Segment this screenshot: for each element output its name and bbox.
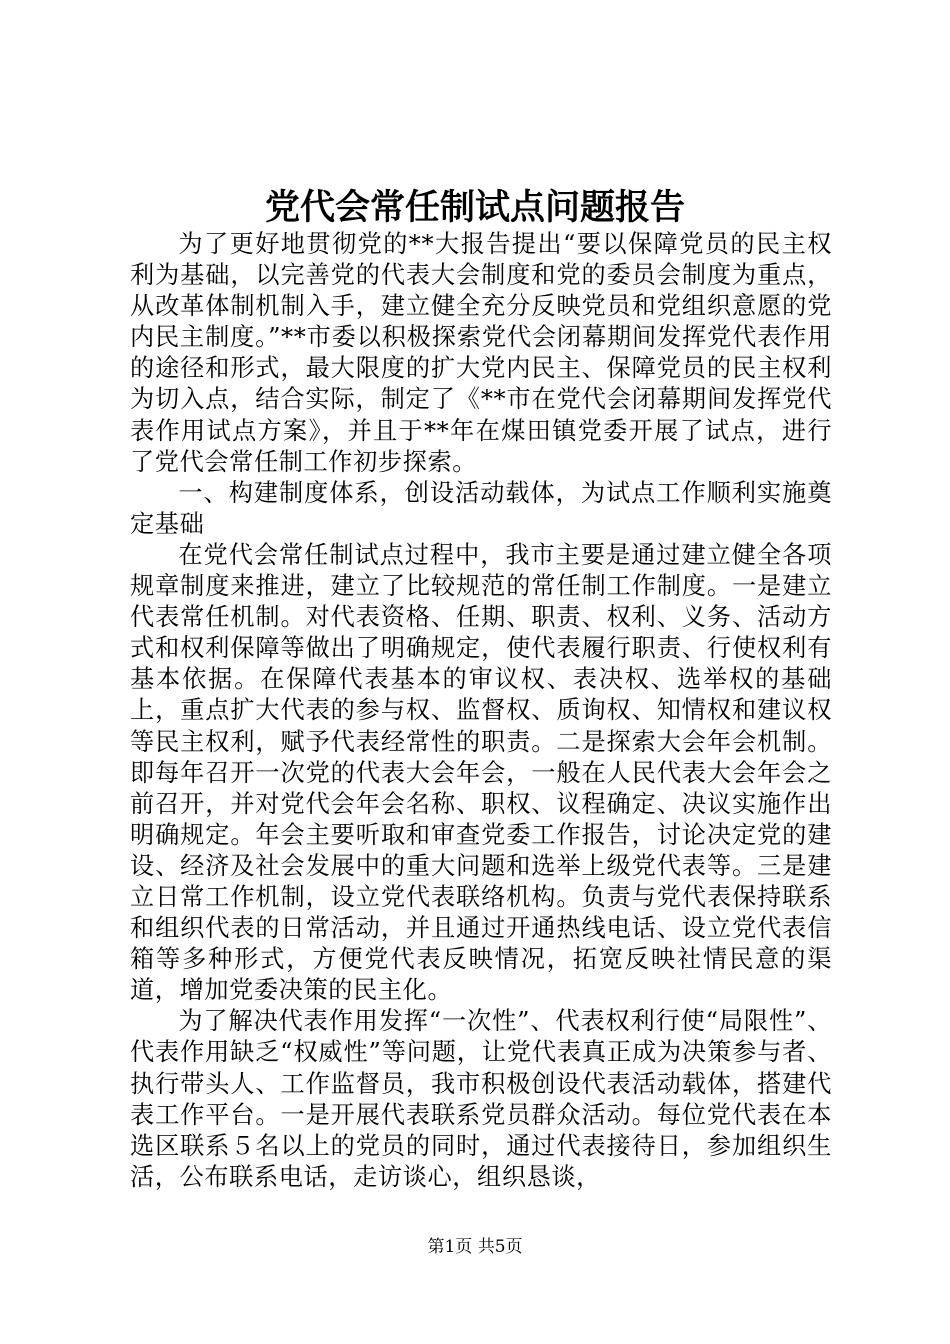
section-heading-1: 一、构建制度体系，创设活动载体，为试点工作顺利实施奠定基础 [130,478,832,538]
document-body [130,229,832,1193]
page-footer: 第1页 共5页 [427,1237,523,1257]
paragraph-intro: 为了更好地贯彻党的**大报告提出“要以保障党员的民主权利为基础，以完善党的代表大会制度和党的委员会制度为重点，从改革体制机制入手，建立健全充分反映党员和党组织意愿的党内民主制度。”**市委以积极探索党代会闭幕期间发挥党代表作用的途径和形式，最大限度的扩大党内民主、保障党员的民主权利为切入点，结合实际，制定了《**市在党代会闭幕期间发挥党代表作用试点方案》，并且于**年在煤田镇党委开展了试点，进行了党代会常任制工作初步探索。 [130,230,832,476]
document-title: 党代会常任制试点问题报告 [264,187,685,228]
paragraph-system: 在党代会常任制试点过程中，我市主要是通过建立健全各项规章制度来推进，建立了比较规范的常任制工作制度。一是建立代表常任机制。对代表资格、任期、职责、权利、义务、活动方式和权利保障等做出了明确规定，使代表履行职责、行使权利有基本依据。在保障代表基本的审议权、表决权、选举权的基础上，重点扩大代表的参与权、监督权、质询权、知情权和建议权等民主权利，赋予代表经常性的职责。二是探索大会年会机制。即每年召开一次党的代表大会年会，一般在人民代表大会年会之前召开，并对党代会年会名称、职权、议程确定、决议实施作出明确规定。年会主要听取和审查党委工作报告，讨论决定党的建设、经济及社会发展中的重大问题和选举上级党代表等。三是建立日常工作机制，设立党代表联络机构。负责与党代表保持联系和组织代表的日常活动，并且通过开通热线电话、设立党代表信箱等多种形式，方便党代表反映情况，拓宽反映社情民意的渠道，增加党委决策的民主化。 [130,540,832,1005]
paragraph-activities: 为了解决代表作用发挥“一次性”、代表权利行使“局限性”、代表作用缺乏“权威性”等问题，让党代表真正成为决策参与者、执行带头人、工作监督员，我市积极创设代表活动载体，搭建代表工作平台。一是开展代表联系党员群众活动。每位党代表在本选区联系５名以上的党员的同时，通过代表接待日，参加组织生活，公布联系电话，走访谈心，组织恳谈， [130,1007,832,1191]
